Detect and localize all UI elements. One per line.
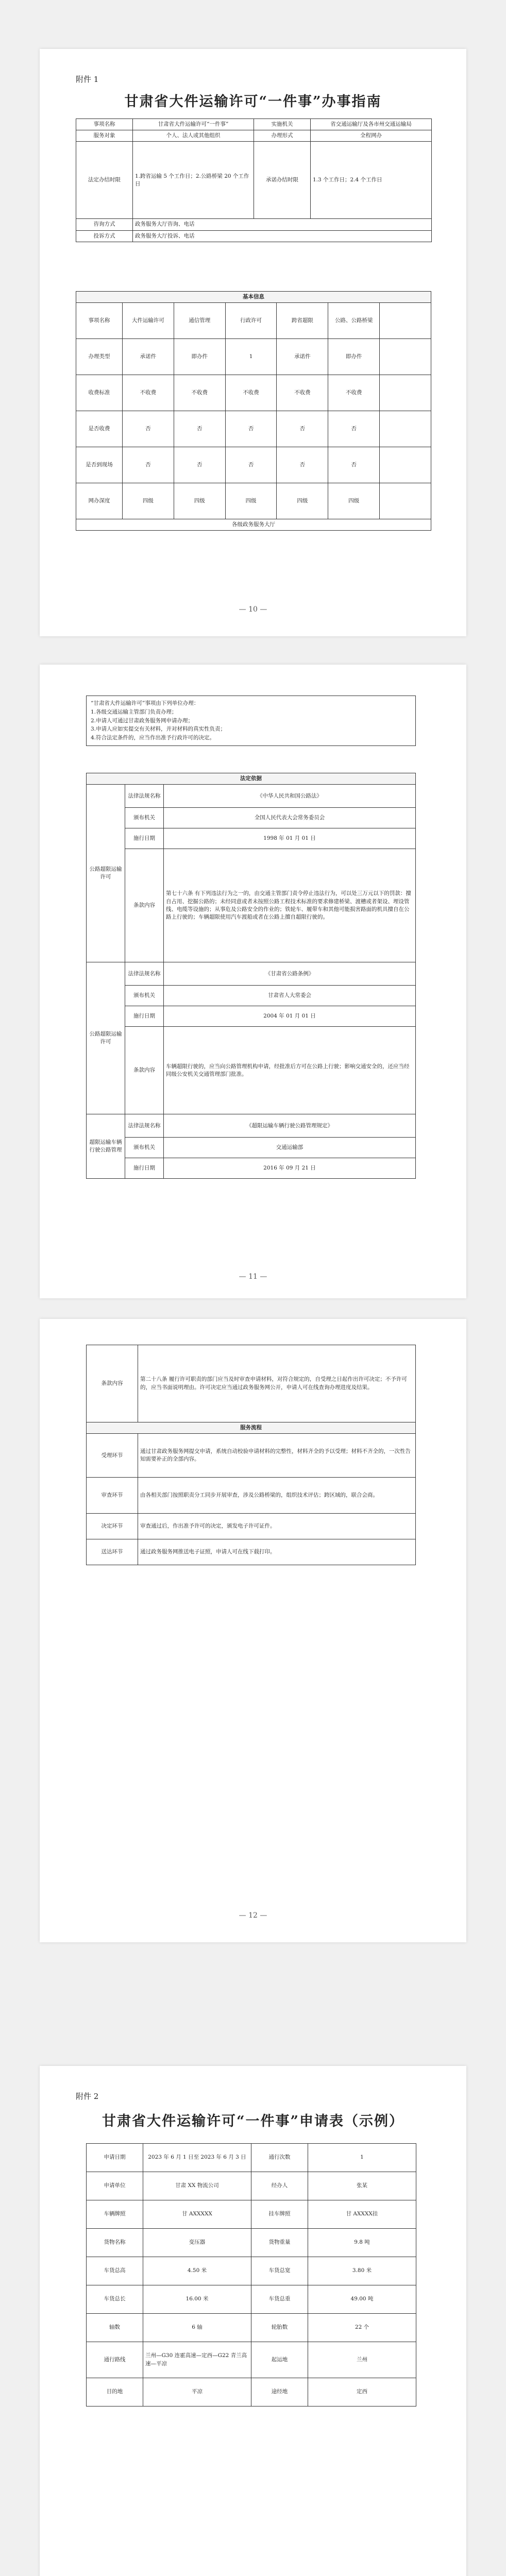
field-label: 经办人 [251,2172,308,2200]
cell-label: 实施机关 [254,119,311,130]
cell-value: 1.跨省运输 5 个工作日；2.公路桥梁 20 个工作日 [133,142,254,219]
field-value[interactable]: 1 [308,2144,416,2172]
cell-value [380,483,431,519]
cell-value [380,411,431,447]
law-field-label: 颁布机关 [125,986,164,1006]
flow-step-text: 审查通过后，作出准予许可的决定，颁发电子许可证件。 [138,1514,416,1539]
field-label: 通行次数 [251,2144,308,2172]
field-value[interactable]: 兰州 [308,2342,416,2378]
field-label: 车货总宽 [251,2257,308,2285]
law-field-label: 法律法规名称 [125,962,164,986]
table-row [87,808,416,828]
col-header [380,303,431,339]
table-row [87,785,416,808]
field-value[interactable]: 平凉 [143,2378,251,2406]
table-row [76,142,432,219]
intro-line: 1.各级交通运输主管部门负责办理； [91,708,177,715]
cell-value: 全程网办 [311,130,432,142]
cell-value: 四级 [225,483,277,519]
flow-step-label: 审查环节 [87,1478,138,1514]
page-1 [40,49,466,636]
intro-line: “甘肃省大件运输许可”事项由下列单位办理： [91,700,199,706]
application-table [86,2143,416,2406]
cell-value: 即办件 [174,339,225,375]
cell-label: 办理形式 [254,130,311,142]
page-number: — 11 — [239,1273,267,1281]
field-value[interactable]: 22 个 [308,2314,416,2342]
table-row [76,230,432,242]
intro-line: 4.符合法定条件的，应当作出准予行政许可的决定。 [91,735,215,741]
intro-line: 2.申请人可通过甘肃政务服务网申请办理； [91,717,194,724]
col-header: 大件运输许可 [123,303,174,339]
row-label: 办理类型 [76,339,123,375]
page-number: — 12 — [239,1911,267,1920]
cell-value: 否 [225,411,277,447]
law-field-value: 2016 年 09 月 21 日 [164,1158,416,1179]
law-field-label: 施行日期 [125,1158,164,1179]
items-table [76,291,431,531]
field-label: 挂车牌照 [251,2200,308,2229]
table-row [87,1539,416,1565]
flow-step-label: 送达环节 [87,1539,138,1565]
cell-label: 咨询方式 [76,219,133,230]
table-row [87,2314,416,2342]
page-number: — 10 — [239,605,267,614]
table-row [76,339,431,375]
law-field-value: 1998 年 01 月 01 日 [164,828,416,849]
table-row [87,828,416,849]
law-field-label: 颁布机关 [125,808,164,828]
field-value[interactable]: 3.80 米 [308,2257,416,2285]
field-value[interactable]: 甘 AXXXX挂 [308,2200,416,2229]
cell-value [380,447,431,483]
table-row [76,219,432,230]
row-label: 网办深度 [76,483,123,519]
table-row [87,1158,416,1179]
col-header: 行政许可 [225,303,277,339]
law-field-value: 《中华人民共和国公路法》 [164,785,416,808]
cell-value: 否 [225,447,277,483]
cell-value: 省交通运输厅及各市州交通运输局 [311,119,432,130]
cell-value: 否 [328,411,380,447]
field-value[interactable]: 张某 [308,2172,416,2200]
document-title: 甘肃省大件运输许可“一件事”办事指南 [124,94,382,110]
table-row [87,2200,416,2229]
field-value[interactable]: 定西 [308,2378,416,2406]
cell-value: 否 [174,411,225,447]
field-label: 通行路线 [87,2342,143,2378]
cell-label: 服务对象 [76,130,133,142]
cell-value: 即办件 [328,339,380,375]
page-2 [40,665,466,1298]
page-4 [40,2066,466,2576]
table-row [87,1114,416,1138]
field-label: 申请日期 [87,2144,143,2172]
table-row [87,2257,416,2285]
flow-step-text: 由各相关部门按照职责分工同步开展审查，涉及公路桥梁的，组织技术评估；跨区域的，联合会商。 [138,1478,416,1514]
page-3 [40,1319,466,1942]
law-field-label: 条款内容 [125,849,164,962]
cell-value: 否 [277,447,328,483]
table-row [87,1027,416,1114]
field-value[interactable]: 甘肃 XX 物流公司 [143,2172,251,2200]
col-header: 事项名称 [76,303,123,339]
cell-value: 四级 [277,483,328,519]
law-field-label: 法律法规名称 [125,785,164,808]
field-label: 货物名称 [87,2229,143,2257]
table-row [76,519,431,531]
attachment-label: 附件 1 [76,75,99,84]
cell-value: 否 [123,411,174,447]
table-row [87,1006,416,1027]
section-header: 法定依据 [87,773,416,785]
table-row [76,119,432,130]
law-field-label: 法律法规名称 [125,1114,164,1138]
cell-value [380,375,431,411]
cell-label: 事项名称 [76,119,133,130]
law-table [86,773,416,1179]
table-row [76,292,431,303]
table-row [87,962,416,986]
attachment-label: 附件 2 [76,2092,99,2101]
guide-table [76,118,432,242]
cell-value: 四级 [123,483,174,519]
field-value[interactable]: 49.00 吨 [308,2285,416,2314]
flow-step-label: 受理环节 [87,1434,138,1478]
field-label: 货物重量 [251,2229,308,2257]
cell-value: 政务服务大厅投诉、电话 [133,230,432,242]
cell-value: 1 [225,339,277,375]
table-row [87,2172,416,2200]
row-label: 条款内容 [87,1345,138,1422]
field-label: 轮胎数 [251,2314,308,2342]
law-field-value: 《超限运输车辆行驶公路管理规定》 [164,1114,416,1138]
document-title: 甘肃省大件运输许可“一件事”申请表（示例） [102,2113,404,2129]
flow-step-text: 通过甘肃政务服务网提交申请，系统自动校验申请材料的完整性，材料齐全的予以受理；材料不齐全的，一次性告知需要补正的全部内容。 [138,1434,416,1478]
law-field-label: 施行日期 [125,1006,164,1027]
section-header: 基本信息 [76,292,431,303]
cell-value: 否 [328,447,380,483]
table-row [87,1138,416,1158]
table-row [87,849,416,962]
field-label: 车货总重 [251,2285,308,2314]
field-label: 途经地 [251,2378,308,2406]
law-field-label: 施行日期 [125,828,164,849]
cell-value: 个人、法人或其他组织 [133,130,254,142]
cell-value: 四级 [174,483,225,519]
table-row [76,447,431,483]
table-row [87,1345,416,1422]
field-label: 车货总长 [87,2285,143,2314]
law-field-label: 颁布机关 [125,1138,164,1158]
col-header: 通信管理 [174,303,225,339]
cell-value: 承诺件 [123,339,174,375]
field-label: 轴数 [87,2314,143,2342]
cell-value: 1.3 个工作日；2.4 个工作日 [311,142,432,219]
law-group-label: 超限运输车辆行驶公路管理 [87,1114,125,1179]
flow-step-label: 决定环节 [87,1514,138,1539]
col-header: 跨省超限 [277,303,328,339]
col-header: 公路、公路桥梁 [328,303,380,339]
table-row [87,773,416,785]
law-field-value: 2004 年 01 月 01 日 [164,1006,416,1027]
table-row [87,2144,416,2172]
law-group-label: 公路超限运输许可 [87,785,125,962]
table-row [87,1434,416,1478]
table-row [76,411,431,447]
cell-value: 不收费 [174,375,225,411]
row-label: 收费标准 [76,375,123,411]
table-row [87,1514,416,1539]
law-field-value: 车辆超限行驶的，应当向公路管理机构申请，经批准后方可在公路上行驶；影响交通安全的，还应当经同级公安机关交通管理部门批准。 [164,1027,416,1114]
table-row [87,2342,416,2378]
row-label: 是否收费 [76,411,123,447]
law-field-value: 第七十六条 有下列违法行为之一的，由交通主管部门责令停止违法行为，可以处三万元以下的罚款：擅自占用、挖掘公路的；未经同意或者未按照公路工程技术标准的要求修建桥梁、渡槽或者架设、埋设管线、电缆等设施的；从事危及公路安全的作业的；铁轮车、履带车和其他可能损害路面的机具擅自在公路上行驶的；车辆超限使用汽车渡船或者在公路上擅自超限行驶的。 [164,849,416,962]
table-row [76,130,432,142]
law-field-value: 全国人民代表大会常务委员会 [164,808,416,828]
cell-label: 投诉方式 [76,230,133,242]
field-value[interactable]: 兰州—G30 连霍高速—定西—G22 青兰高速—平凉 [143,2342,251,2378]
field-value[interactable]: 4.50 米 [143,2257,251,2285]
table-row [87,2229,416,2257]
table-row [87,1478,416,1514]
field-value[interactable]: 9.8 吨 [308,2229,416,2257]
cell-label: 承诺办结时限 [254,142,311,219]
field-label: 车货总高 [87,2257,143,2285]
table-row [76,303,431,339]
row-label: 是否到现场 [76,447,123,483]
cell-value [380,339,431,375]
cell-value: 政务服务大厅咨询、电话 [133,219,432,230]
field-value[interactable]: 6 轴 [143,2314,251,2342]
law-field-value: 甘肃省人大常委会 [164,986,416,1006]
field-value[interactable]: 2023 年 6 月 1 日至 2023 年 6 月 3 日 [143,2144,251,2172]
flow-step-text: 通过政务服务网推送电子证照，申请人可在线下载打印。 [138,1539,416,1565]
field-value[interactable]: 变压器 [143,2229,251,2257]
cell-label: 法定办结时限 [76,142,133,219]
table-footer-note: 各级政务服务大厅 [76,519,431,531]
intro-box [86,696,416,746]
clause-text: 第二十八条 履行许可职责的部门应当及时审查申请材料，对符合规定的，自受理之日起作出许可决定；不予许可的，应当书面说明理由。许可决定应当通过政务服务网公开，申请人可在线查询办理进度及结果。 [138,1345,416,1422]
law-group-label: 公路超限运输许可 [87,962,125,1114]
field-label: 车辆牌照 [87,2200,143,2229]
section-header: 服务流程 [87,1422,416,1434]
cell-value: 四级 [328,483,380,519]
cell-value: 承诺件 [277,339,328,375]
field-label: 申请单位 [87,2172,143,2200]
cell-value: 不收费 [225,375,277,411]
flow-table [86,1345,416,1565]
table-row [76,483,431,519]
field-value[interactable]: 16.00 米 [143,2285,251,2314]
field-label: 起运地 [251,2342,308,2378]
field-value[interactable]: 甘 AXXXXX [143,2200,251,2229]
cell-value: 不收费 [123,375,174,411]
law-field-value: 《甘肃省公路条例》 [164,962,416,986]
cell-value: 否 [123,447,174,483]
cell-value: 否 [174,447,225,483]
field-label: 目的地 [87,2378,143,2406]
cell-value: 不收费 [277,375,328,411]
law-field-value: 交通运输部 [164,1138,416,1158]
cell-value: 否 [277,411,328,447]
table-row [87,1422,416,1434]
table-row [87,2285,416,2314]
cell-value: 甘肃省大件运输许可“一件事” [133,119,254,130]
cell-value: 不收费 [328,375,380,411]
intro-line: 3.申请人应如实提交有关材料，并对材料的真实性负责； [91,726,226,733]
table-row [87,2378,416,2406]
table-row [87,986,416,1006]
law-field-label: 条款内容 [125,1027,164,1114]
table-row [76,375,431,411]
